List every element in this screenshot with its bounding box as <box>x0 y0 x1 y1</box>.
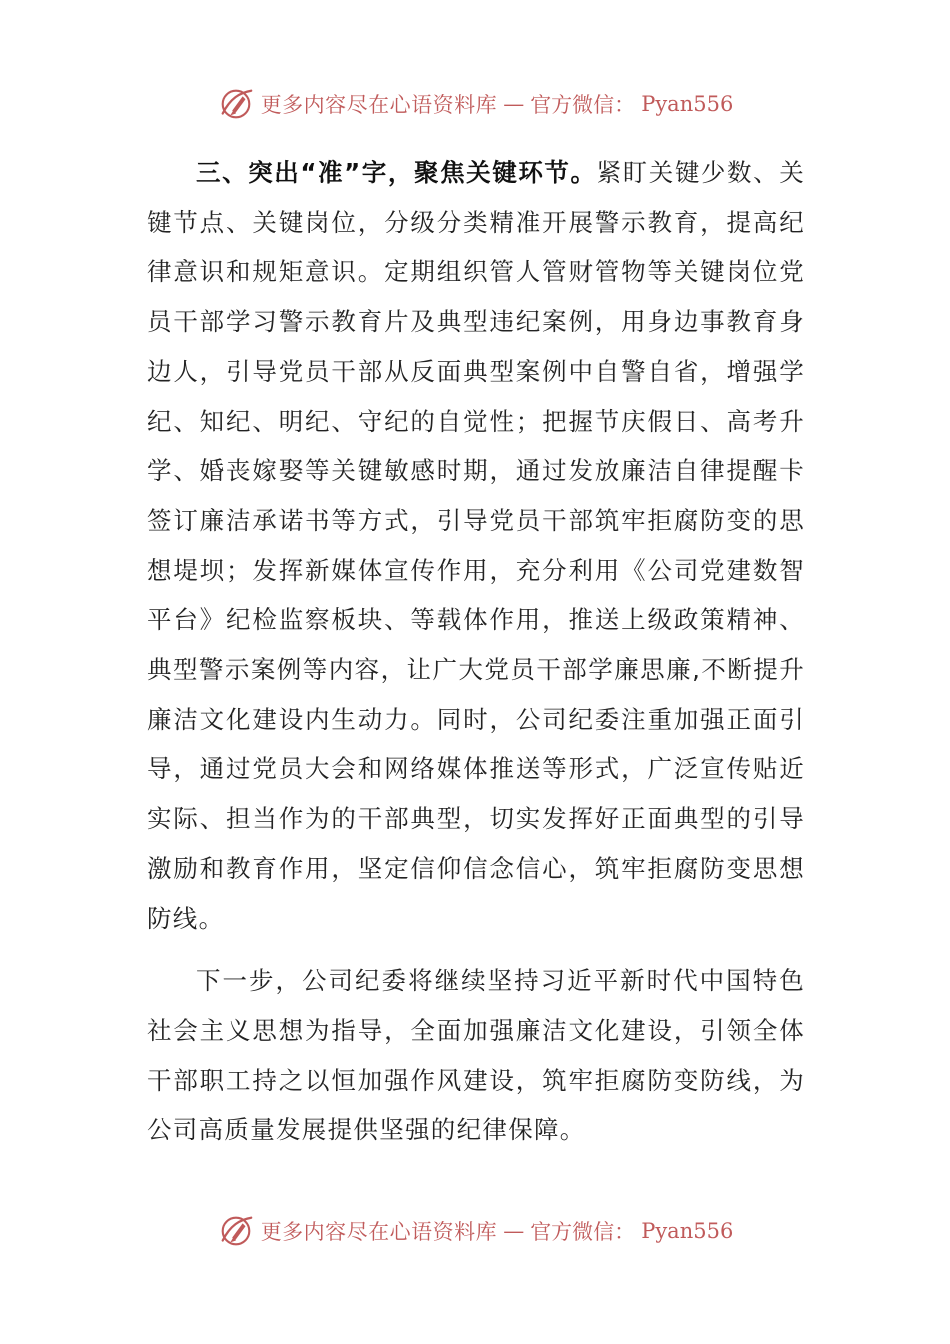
footer-watermark <box>0 1209 950 1253</box>
watermark-text: 更多内容尽在心语资料库 <box>260 1220 498 1244</box>
watermark-wechat-label: 官方微信： <box>530 93 636 117</box>
watermark-group <box>217 1212 734 1250</box>
watermark-separator: — <box>503 1219 525 1243</box>
paragraph-2 <box>147 956 805 1155</box>
pen-nib-logo-icon <box>217 85 255 123</box>
paragraph-1 <box>147 148 805 943</box>
pen-nib-logo-icon <box>217 1212 255 1250</box>
paragraph-1-heading: 三、突出“准”字，聚焦关键环节。 <box>196 158 597 187</box>
watermark-wechat-id: Pyan556 <box>641 92 734 116</box>
watermark-wechat-label: 官方微信： <box>530 1220 636 1244</box>
watermark-wechat-id: Pyan556 <box>641 1219 734 1243</box>
watermark-group <box>217 85 734 123</box>
watermark-separator: — <box>503 92 525 116</box>
document-body <box>147 148 805 1155</box>
paragraph-1-text: 紧盯关键少数、关键节点、关键岗位，分级分类精准开展警示教育，提高纪律意识和规矩意识。定期组织管人管财管物等关键岗位党员干部学习警示教育片及典型违纪案例，用身边事教育身边人，引导党员干部从反面典型案例中自警自省，增强学纪、知纪、明纪、守纪的自觉性；把握节庆假日、高考升学、婚丧嫁娶等关键敏感时期，通过发放廉洁自律提醒卡签订廉洁承诺书等方式，引导党员干部筑牢拒腐防变的思想堤坝；发挥新媒体宣传作用，充分利用《公司党建数智平台》纪检监察板块、等载体作用，推送上级政策精神、典型警示案例等内容，让广大党员干部学廉思廉,不断提升廉洁文化建设内生动力。同时，公司纪委注重加强正面引导，通过党员大会和网络媒体推送等形式，广泛宣传贴近实际、担当作为的干部典型，切实发挥好正面典型的引导激励和教育作用，坚定信仰信念信心，筑牢拒腐防变思想防线。 <box>147 158 805 933</box>
watermark-text: 更多内容尽在心语资料库 <box>260 93 498 117</box>
paragraph-2-text: 下一步，公司纪委将继续坚持习近平新时代中国特色社会主义思想为指导，全面加强廉洁文化建设，引领全体干部职工持之以恒加强作风建设，筑牢拒腐防变防线，为公司高质量发展提供坚强的纪律保障。 <box>147 966 805 1145</box>
header-watermark <box>0 82 950 126</box>
